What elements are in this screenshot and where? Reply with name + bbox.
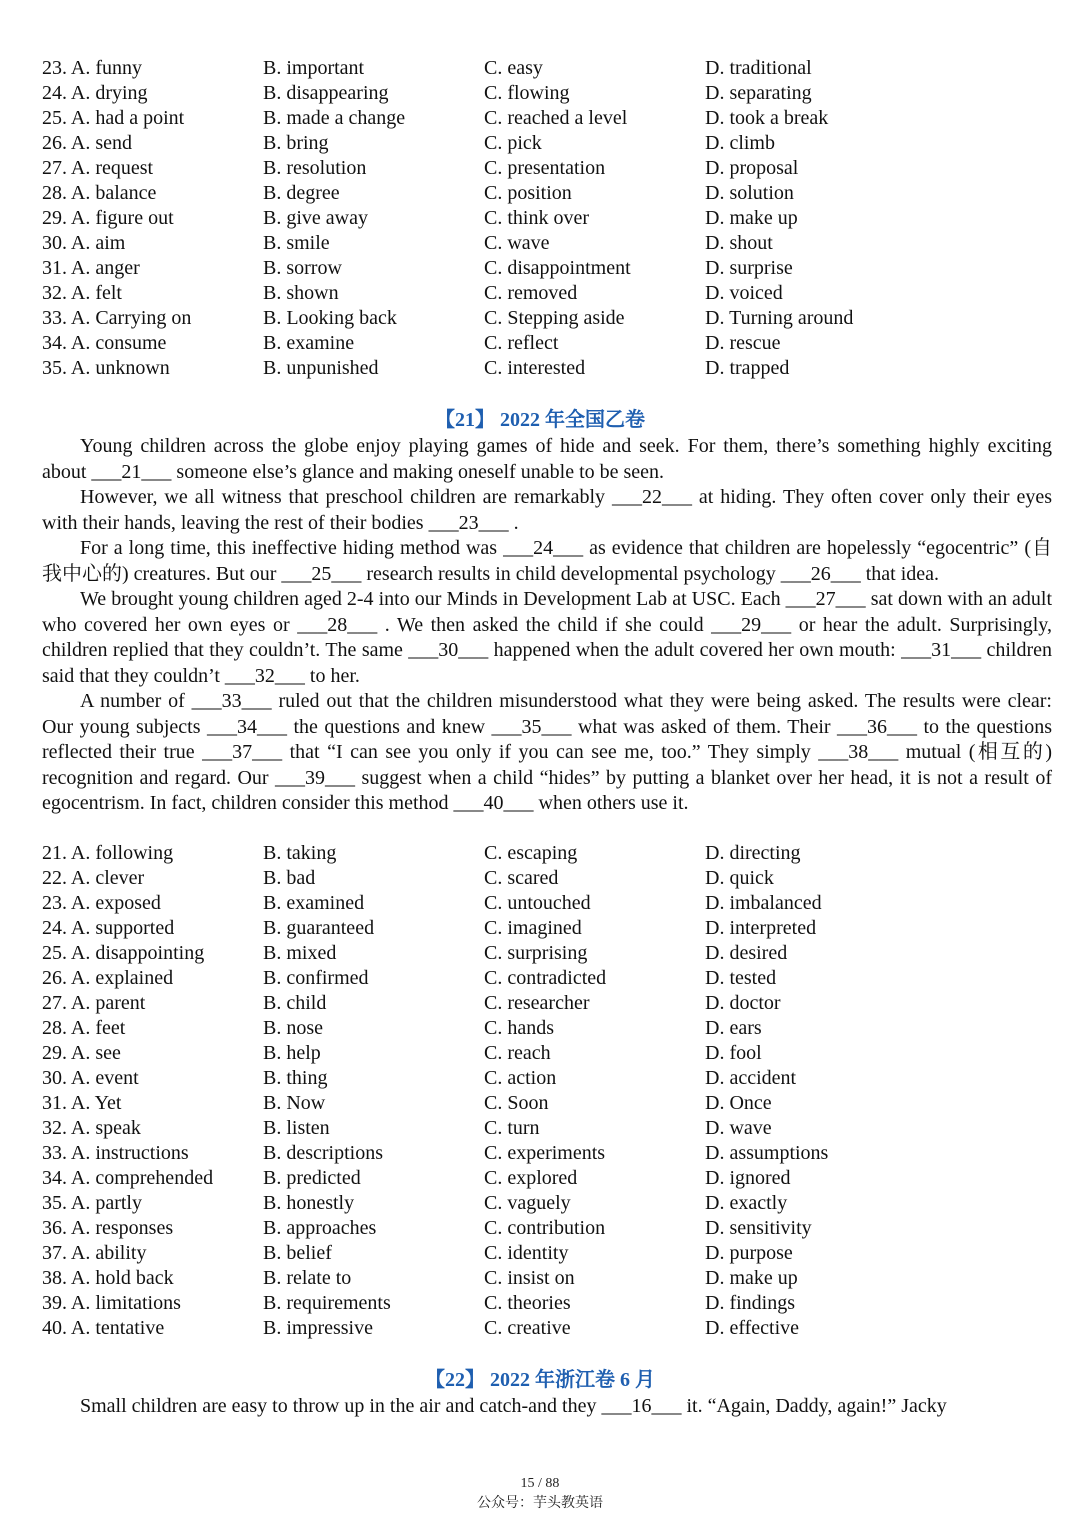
option-b: B. important — [263, 57, 365, 79]
option-row — [42, 1191, 1052, 1216]
section-22-first-line: Small children are easy to throw up in the air and catch-and they ___16___ it. “Again, Daddy, again!” Jacky — [80, 1395, 947, 1417]
option-number-a: 40. A. tentative — [42, 1317, 165, 1339]
option-c: C. experiments — [484, 1142, 606, 1164]
option-number-a: 35. A. unknown — [42, 357, 170, 379]
option-row — [42, 281, 1052, 306]
option-d: D. assumptions — [705, 1142, 829, 1164]
option-row — [42, 966, 1052, 991]
option-number-a: 34. A. comprehended — [42, 1167, 214, 1189]
option-number-a: 32. A. speak — [42, 1117, 141, 1139]
option-c: C. Soon — [484, 1092, 549, 1114]
option-number-a: 26. A. send — [42, 132, 132, 154]
option-row — [42, 356, 1052, 381]
option-d: D. doctor — [705, 992, 781, 1014]
option-number-a: 24. A. drying — [42, 82, 148, 104]
option-c: C. contradicted — [484, 967, 607, 989]
option-row — [42, 131, 1052, 156]
option-b: B. mixed — [263, 942, 337, 964]
option-row — [42, 206, 1052, 231]
option-d: D. effective — [705, 1317, 800, 1339]
option-d: D. rescue — [705, 332, 781, 354]
option-b: B. help — [263, 1042, 321, 1064]
option-row — [42, 916, 1052, 941]
option-c: C. easy — [484, 57, 543, 79]
option-number-a: 30. A. event — [42, 1067, 139, 1089]
option-b: B. resolution — [263, 157, 367, 179]
option-d: D. make up — [705, 207, 798, 229]
option-d: D. Turning around — [705, 307, 854, 329]
option-c: C. flowing — [484, 82, 570, 104]
section-22-passage — [42, 1394, 1052, 1420]
section-21-options — [42, 841, 1052, 1341]
option-row — [42, 181, 1052, 206]
passage-paragraph: A number of ___33___ ruled out that the children misunderstood what they were being asked. The results were clear: Our young subjects ___34___ the questions and knew ___35___ what was asked of them. Their ___36___ to the questions reflected their true ___37___ that “I can see you only if you can see me, too.” They simply ___38___ mutual (相互的) recognition and regard. Our ___39___ suggest when a child “hides” by putting a blanket over her head, it is not a result of egocentrism. In fact, children consider this method ___40___ when others use it. — [42, 690, 1052, 814]
option-number-a: 29. A. figure out — [42, 207, 174, 229]
option-number-a: 27. A. request — [42, 157, 154, 179]
option-d: D. quick — [705, 867, 774, 889]
option-c: C. disappointment — [484, 257, 631, 279]
option-row — [42, 1066, 1052, 1091]
option-row — [42, 1266, 1052, 1291]
option-number-a: 22. A. clever — [42, 867, 145, 889]
option-c: C. interested — [484, 357, 586, 379]
option-b: B. made a change — [263, 107, 406, 129]
option-row — [42, 991, 1052, 1016]
option-c: C. Stepping aside — [484, 307, 625, 329]
option-row — [42, 306, 1052, 331]
option-row — [42, 106, 1052, 131]
option-row — [42, 331, 1052, 356]
option-c: C. contribution — [484, 1217, 606, 1239]
option-c: C. presentation — [484, 157, 606, 179]
option-b: B. bad — [263, 867, 316, 889]
option-c: C. vaguely — [484, 1192, 571, 1214]
option-number-a: 24. A. supported — [42, 917, 175, 939]
option-b: B. degree — [263, 182, 340, 204]
option-d: D. climb — [705, 132, 775, 154]
option-b: B. bring — [263, 132, 329, 154]
option-c: C. insist on — [484, 1267, 575, 1289]
option-b: B. nose — [263, 1017, 323, 1039]
option-c: C. wave — [484, 232, 550, 254]
option-c: C. pick — [484, 132, 542, 154]
option-d: D. voiced — [705, 282, 783, 304]
option-number-a: 34. A. consume — [42, 332, 167, 354]
option-c: C. explored — [484, 1167, 578, 1189]
option-c: C. theories — [484, 1292, 571, 1314]
option-number-a: 32. A. felt — [42, 282, 122, 304]
option-d: D. exactly — [705, 1192, 788, 1214]
option-b: B. listen — [263, 1117, 330, 1139]
option-c: C. position — [484, 182, 572, 204]
option-row — [42, 231, 1052, 256]
option-row — [42, 1041, 1052, 1066]
option-c: C. researcher — [484, 992, 590, 1014]
option-d: D. desired — [705, 942, 788, 964]
option-c: C. escaping — [484, 842, 578, 864]
option-row — [42, 1141, 1052, 1166]
option-d: D. ignored — [705, 1167, 791, 1189]
option-d: D. purpose — [705, 1242, 793, 1264]
option-d: D. directing — [705, 842, 801, 864]
option-number-a: 27. A. parent — [42, 992, 146, 1014]
option-row — [42, 1291, 1052, 1316]
option-d: D. wave — [705, 1117, 772, 1139]
option-row — [42, 866, 1052, 891]
option-b: B. taking — [263, 842, 337, 864]
option-b: B. unpunished — [263, 357, 379, 379]
passage-paragraph: Young children across the globe enjoy playing games of hide and seek. For them, there’s something highly exciting about ___21___ someone else’s glance and making oneself unable to be seen. — [42, 435, 1052, 483]
option-d: D. shout — [705, 232, 773, 254]
options-block-top — [42, 56, 1052, 381]
option-number-a: 35. A. partly — [42, 1192, 142, 1214]
option-number-a: 38. A. hold back — [42, 1267, 174, 1289]
option-b: B. thing — [263, 1067, 328, 1089]
option-b: B. belief — [263, 1242, 332, 1264]
option-b: B. shown — [263, 282, 339, 304]
option-b: B. descriptions — [263, 1142, 383, 1164]
option-d: D. interpreted — [705, 917, 817, 939]
option-c: C. reach — [484, 1042, 551, 1064]
option-d: D. accident — [705, 1067, 797, 1089]
option-c: C. reflect — [484, 332, 559, 354]
option-row — [42, 256, 1052, 281]
option-b: B. examined — [263, 892, 365, 914]
option-d: D. took a break — [705, 107, 829, 129]
option-number-a: 26. A. explained — [42, 967, 174, 989]
option-number-a: 21. A. following — [42, 842, 174, 864]
option-c: C. scared — [484, 867, 559, 889]
option-row — [42, 1166, 1052, 1191]
option-b: B. approaches — [263, 1217, 377, 1239]
option-d: D. surprise — [705, 257, 793, 279]
option-c: C. hands — [484, 1017, 554, 1039]
option-number-a: 28. A. balance — [42, 182, 157, 204]
option-number-a: 23. A. funny — [42, 57, 142, 79]
option-row — [42, 1091, 1052, 1116]
option-row — [42, 841, 1052, 866]
option-c: C. action — [484, 1067, 557, 1089]
section-22-heading: 【22】 2022 年浙江卷 6 月 — [425, 1369, 655, 1391]
option-b: B. Now — [263, 1092, 326, 1114]
option-b: B. guaranteed — [263, 917, 375, 939]
option-d: D. separating — [705, 82, 812, 104]
option-row — [42, 891, 1052, 916]
option-number-a: 25. A. had a point — [42, 107, 185, 129]
option-number-a: 33. A. instructions — [42, 1142, 189, 1164]
option-row — [42, 1116, 1052, 1141]
option-b: B. disappearing — [263, 82, 389, 104]
option-b: B. child — [263, 992, 327, 1014]
option-number-a: 30. A. aim — [42, 232, 126, 254]
option-c: C. turn — [484, 1117, 540, 1139]
section-21-heading: 【21】 2022 年全国乙卷 — [435, 409, 645, 431]
option-row — [42, 156, 1052, 181]
option-c: C. untouched — [484, 892, 591, 914]
option-number-a: 37. A. ability — [42, 1242, 147, 1264]
option-number-a: 25. A. disappointing — [42, 942, 205, 964]
option-row — [42, 1016, 1052, 1041]
option-b: B. examine — [263, 332, 355, 354]
option-number-a: 31. A. anger — [42, 257, 140, 279]
passage-paragraph: However, we all witness that preschool children are remarkably ___22___ at hiding. They often cover only their eyes with their hands, leaving the rest of their bodies ___23___ . — [42, 486, 1052, 534]
option-d: D. Once — [705, 1092, 772, 1114]
option-b: B. confirmed — [263, 967, 369, 989]
option-c: C. identity — [484, 1242, 569, 1264]
option-row — [42, 1241, 1052, 1266]
option-number-a: 39. A. limitations — [42, 1292, 181, 1314]
option-d: D. traditional — [705, 57, 812, 79]
option-row — [42, 1316, 1052, 1341]
option-b: B. requirements — [263, 1292, 391, 1314]
option-b: B. relate to — [263, 1267, 352, 1289]
option-number-a: 33. A. Carrying on — [42, 307, 192, 329]
option-d: D. fool — [705, 1042, 762, 1064]
option-b: B. sorrow — [263, 257, 342, 279]
option-row — [42, 81, 1052, 106]
option-b: B. give away — [263, 207, 368, 229]
option-number-a: 29. A. see — [42, 1042, 121, 1064]
footer-account: 公众号：芋头教英语 — [477, 1496, 603, 1511]
option-d: D. imbalanced — [705, 892, 822, 914]
option-d: D. sensitivity — [705, 1217, 812, 1239]
option-number-a: 28. A. feet — [42, 1017, 126, 1039]
option-d: D. solution — [705, 182, 794, 204]
option-row — [42, 941, 1052, 966]
option-c: C. imagined — [484, 917, 582, 939]
option-d: D. trapped — [705, 357, 790, 379]
option-number-a: 31. A. Yet — [42, 1092, 122, 1114]
passage-paragraph: For a long time, this ineffective hiding method was ___24___ as evidence that children are hopelessly “egocentric” (自我中心的) creatures. But our ___25___ research results in child developmental psychology ___26___ that idea. — [42, 537, 1052, 585]
option-b: B. honestly — [263, 1192, 355, 1214]
option-c: C. think over — [484, 207, 589, 229]
option-d: D. tested — [705, 967, 777, 989]
option-b: B. predicted — [263, 1167, 361, 1189]
page-number: 15 / 88 — [520, 1476, 560, 1491]
option-number-a: 23. A. exposed — [42, 892, 161, 914]
option-row — [42, 1216, 1052, 1241]
option-d: D. make up — [705, 1267, 798, 1289]
option-b: B. smile — [263, 232, 330, 254]
option-d: D. proposal — [705, 157, 799, 179]
option-row — [42, 56, 1052, 81]
option-b: B. impressive — [263, 1317, 373, 1339]
option-c: C. creative — [484, 1317, 571, 1339]
option-d: D. ears — [705, 1017, 762, 1039]
option-c: C. removed — [484, 282, 578, 304]
passage-paragraph: We brought young children aged 2-4 into our Minds in Development Lab at USC. Each ___27___ sat down with an adult who covered her own eyes or ___28___ . We then asked the child if she could ___29___ or hear the adult. Surprisingly, children replied that they couldn’t. The same ___30___ happened when the adult covered her own mouth: ___31___ children said that they couldn’t ___32___ to her. — [42, 588, 1052, 687]
option-c: C. reached a level — [484, 107, 628, 129]
option-c: C. surprising — [484, 942, 588, 964]
option-d: D. findings — [705, 1292, 795, 1314]
option-number-a: 36. A. responses — [42, 1217, 174, 1239]
option-b: B. Looking back — [263, 307, 397, 329]
section-21-passage — [42, 434, 1052, 817]
